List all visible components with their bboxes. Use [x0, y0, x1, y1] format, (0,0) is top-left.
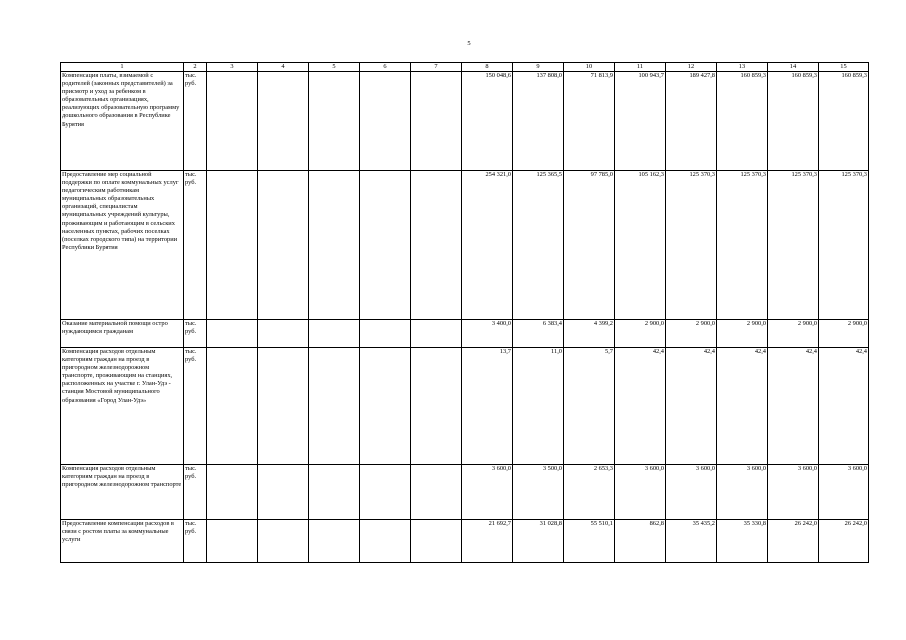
row-name: Предоставление компенсации расходов в связи с ростом платы за коммунальные услуги — [61, 520, 184, 563]
row-unit: тыс. руб. — [184, 465, 207, 520]
table-row — [61, 72, 869, 171]
cell: 71 813,9 — [564, 72, 615, 171]
cell — [360, 348, 411, 465]
cell: 125 370,3 — [717, 171, 768, 320]
cell: 26 242,0 — [768, 520, 819, 563]
cell — [411, 465, 462, 520]
cell: 862,8 — [615, 520, 666, 563]
cell — [411, 72, 462, 171]
cell — [309, 465, 360, 520]
cell: 189 427,8 — [666, 72, 717, 171]
cell — [258, 320, 309, 348]
cell: 2 900,0 — [615, 320, 666, 348]
cell — [360, 171, 411, 320]
cell — [207, 465, 258, 520]
cell — [258, 171, 309, 320]
cell: 35 435,2 — [666, 520, 717, 563]
cell: 42,4 — [615, 348, 666, 465]
table-row — [61, 171, 869, 320]
cell: 2 900,0 — [819, 320, 869, 348]
cell — [360, 320, 411, 348]
cell: 137 808,0 — [513, 72, 564, 171]
cell: 42,4 — [717, 348, 768, 465]
cell: 125 370,3 — [819, 171, 869, 320]
col-header: 8 — [462, 63, 513, 72]
row-name: Компенсация расходов отдельным категориям граждан на проезд в пригородном железнодорожном транспорте, проживающим на станциях, расположенных на участке г. Улан-Удэ - станция Мостовой муниципального образования «Город Улан-Удэ» — [61, 348, 184, 465]
cell: 2 900,0 — [666, 320, 717, 348]
col-header: 3 — [207, 63, 258, 72]
cell: 21 692,7 — [462, 520, 513, 563]
row-unit: тыс. руб. — [184, 72, 207, 171]
cell: 150 048,6 — [462, 72, 513, 171]
cell — [309, 520, 360, 563]
cell — [207, 348, 258, 465]
cell: 2 653,3 — [564, 465, 615, 520]
cell — [207, 72, 258, 171]
cell: 3 600,0 — [768, 465, 819, 520]
row-name: Компенсация расходов отдельным категориям граждан на проезд в пригородном железнодорожном транспорте — [61, 465, 184, 520]
cell: 4 399,2 — [564, 320, 615, 348]
col-header: 11 — [615, 63, 666, 72]
col-header: 7 — [411, 63, 462, 72]
row-name: Оказание материальной помощи остро нуждающимся гражданам — [61, 320, 184, 348]
col-header: 10 — [564, 63, 615, 72]
cell: 11,0 — [513, 348, 564, 465]
budget-table — [60, 62, 869, 563]
row-unit: тыс. руб. — [184, 348, 207, 465]
table-row — [61, 320, 869, 348]
cell: 100 943,7 — [615, 72, 666, 171]
cell: 31 028,8 — [513, 520, 564, 563]
cell — [258, 348, 309, 465]
cell: 125 365,5 — [513, 171, 564, 320]
cell: 3 600,0 — [666, 465, 717, 520]
cell: 3 600,0 — [717, 465, 768, 520]
table-row — [61, 520, 869, 563]
cell: 125 370,3 — [768, 171, 819, 320]
col-header: 14 — [768, 63, 819, 72]
cell — [360, 72, 411, 171]
cell — [207, 320, 258, 348]
cell: 35 330,8 — [717, 520, 768, 563]
cell — [411, 320, 462, 348]
cell: 42,4 — [666, 348, 717, 465]
cell: 5,7 — [564, 348, 615, 465]
cell: 3 400,0 — [462, 320, 513, 348]
cell — [411, 348, 462, 465]
table-row — [61, 348, 869, 465]
cell — [309, 348, 360, 465]
cell: 2 900,0 — [768, 320, 819, 348]
cell: 3 600,0 — [462, 465, 513, 520]
cell: 254 321,0 — [462, 171, 513, 320]
cell: 125 370,3 — [666, 171, 717, 320]
cell — [411, 520, 462, 563]
cell — [258, 465, 309, 520]
cell: 13,7 — [462, 348, 513, 465]
col-header: 5 — [309, 63, 360, 72]
cell: 105 162,3 — [615, 171, 666, 320]
cell — [411, 171, 462, 320]
cell: 160 859,3 — [819, 72, 869, 171]
col-header: 6 — [360, 63, 411, 72]
cell: 160 859,3 — [768, 72, 819, 171]
cell: 26 242,0 — [819, 520, 869, 563]
cell — [207, 520, 258, 563]
col-header: 9 — [513, 63, 564, 72]
cell — [258, 520, 309, 563]
row-unit: тыс. руб. — [184, 520, 207, 563]
col-header: 1 — [61, 63, 184, 72]
cell: 42,4 — [768, 348, 819, 465]
row-unit: тыс. руб. — [184, 171, 207, 320]
cell: 160 859,3 — [717, 72, 768, 171]
cell: 6 383,4 — [513, 320, 564, 348]
cell — [360, 520, 411, 563]
table-row — [61, 465, 869, 520]
cell — [309, 72, 360, 171]
row-name: Компенсация платы, взимаемой с родителей (законных представителей) за присмотр и уход за ребенком в образовательных организациях, реализующих образовательную программу дошкольного образования в Республике Бурятия — [61, 72, 184, 171]
col-header: 4 — [258, 63, 309, 72]
row-unit: тыс. руб. — [184, 320, 207, 348]
cell: 3 600,0 — [819, 465, 869, 520]
col-header: 2 — [184, 63, 207, 72]
cell: 2 900,0 — [717, 320, 768, 348]
cell — [258, 72, 309, 171]
col-header: 13 — [717, 63, 768, 72]
col-header: 15 — [819, 63, 869, 72]
header-row — [61, 63, 869, 72]
cell — [360, 465, 411, 520]
cell — [309, 171, 360, 320]
page-number: 5 — [467, 40, 471, 47]
cell: 97 785,0 — [564, 171, 615, 320]
cell — [309, 320, 360, 348]
cell — [207, 171, 258, 320]
cell: 42,4 — [819, 348, 869, 465]
row-name: Предоставление мер социальной поддержки по оплате коммунальных услуг педагогическим работникам муниципальных образовательных организаций, специалистам муниципальных учреждений культуры, проживающим и работающим в сельских населенных пунктах, рабочих поселках (поселках городского типа) на территории Республики Бурятия — [61, 171, 184, 320]
cell: 55 510,1 — [564, 520, 615, 563]
cell: 3 600,0 — [615, 465, 666, 520]
cell: 3 500,0 — [513, 465, 564, 520]
col-header: 12 — [666, 63, 717, 72]
